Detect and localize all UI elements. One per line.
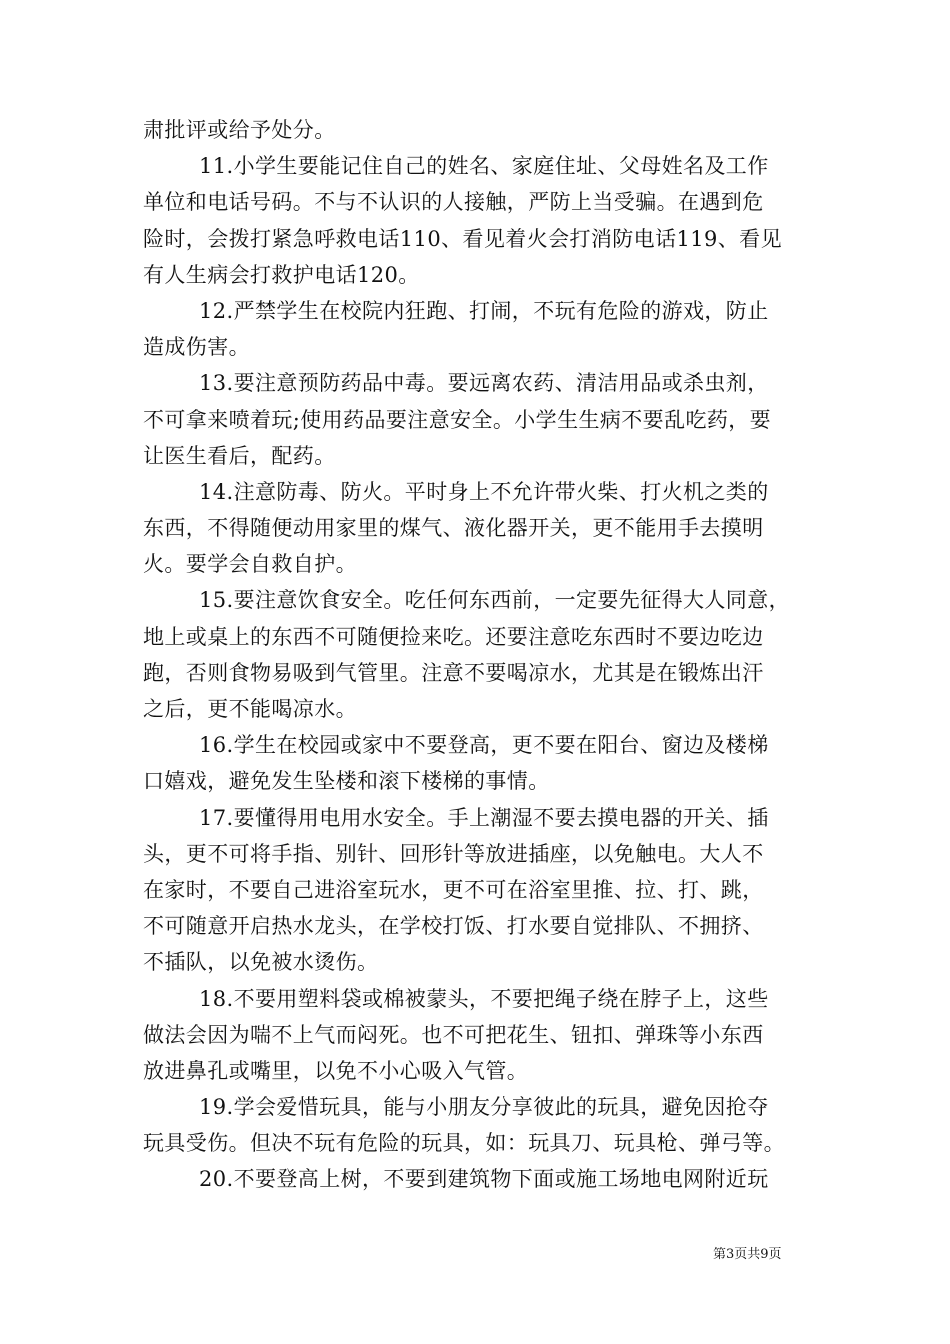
item-17-line-2: 头，更不可将手指、别针、回形针等放进插座，以免触电。大人不 [143,841,764,866]
item-14-line-3: 火。要学会自救自护。 [143,552,357,577]
item-14-line-1: 14.注意防毒、防火。平时身上不允许带火柴、打火机之类的 [199,479,769,504]
item-13-line-3: 让医生看后，配药。 [143,443,336,468]
item-16-line-2: 口嬉戏，避免发生坠楼和滚下楼梯的事情。 [143,769,550,794]
item-19-line-1: 19.学会爱惜玩具，能与小朋友分享彼此的玩具，避免因抢夺 [199,1095,769,1120]
item-18-line-2: 做法会因为喘不上气而闷死。也不可把花生、钮扣、弹珠等小东西 [143,1022,764,1047]
item-11-line-1: 11.小学生要能记住自己的姓名、家庭住址、父母姓名及工作 [199,154,769,179]
item-14-line-2: 东西，不得随便动用家里的煤气、液化器开关，更不能用手去摸明 [143,516,764,541]
item-17-line-5: 不插队，以免被水烫伤。 [143,950,379,975]
document-body [143,112,811,1198]
page-number: 第3页共9页 [713,1247,782,1262]
item-11-line-2: 单位和电话号码。不与不认识的人接触，严防上当受骗。在遇到危 [143,190,764,215]
item-12-line-2: 造成伤害。 [143,335,250,360]
item-18-line-1: 18.不要用塑料袋或棉被蒙头，不要把绳子绕在脖子上，这些 [199,986,769,1011]
item-15-line-1: 15.要注意饮食安全。吃任何东西前，一定要先征得大人同意， [199,588,790,613]
item-11-line-4: 有人生病会打救护电话120。 [143,262,420,287]
item-12-line-1: 12.严禁学生在校院内狂跑、打闹，不玩有危险的游戏，防止 [199,298,769,323]
item-17-line-4: 不可随意开启热水龙头，在学校打饭、打水要自觉排队、不拥挤、 [143,914,764,939]
item-15-line-2: 地上或桌上的东西不可随便捡来吃。还要注意吃东西时不要边吃边 [143,624,764,649]
item-17-line-1: 17.要懂得用电用水安全。手上潮湿不要去摸电器的开关、插 [199,805,769,830]
item-17-line-3: 在家时，不要自己进浴室玩水，更不可在浴室里推、拉、打、跳， [143,877,764,902]
text-line: 肃批评或给予处分。 [143,118,336,142]
item-19-line-2: 玩具受伤。但决不玩有危险的玩具，如：玩具刀、玩具枪、弹弓等。 [143,1131,785,1156]
item-15-line-4: 之后，更不能喝凉水。 [143,697,357,721]
item-16-line-1: 16.学生在校园或家中不要登高，更不要在阳台、窗边及楼梯 [199,733,769,758]
item-15-line-3: 跑，否则食物易吸到气管里。注意不要喝凉水，尤其是在锻炼出汗 [143,660,764,685]
item-11-line-3: 险时，会拨打紧急呼救电话110、看见着火会打消防电话119、看见 [143,226,782,251]
item-13-line-1: 13.要注意预防药品中毒。要远离农药、清洁用品或杀虫剂， [199,371,769,396]
item-18-line-3: 放进鼻孔或嘴里，以免不小心吸入气管。 [143,1058,529,1083]
item-20-line-1: 20.不要登高上树，不要到建筑物下面或施工场地电网附近玩 [199,1167,769,1192]
item-13-line-2: 不可拿来喷着玩;使用药品要注意安全。小学生生病不要乱吃药，要 [143,407,772,432]
